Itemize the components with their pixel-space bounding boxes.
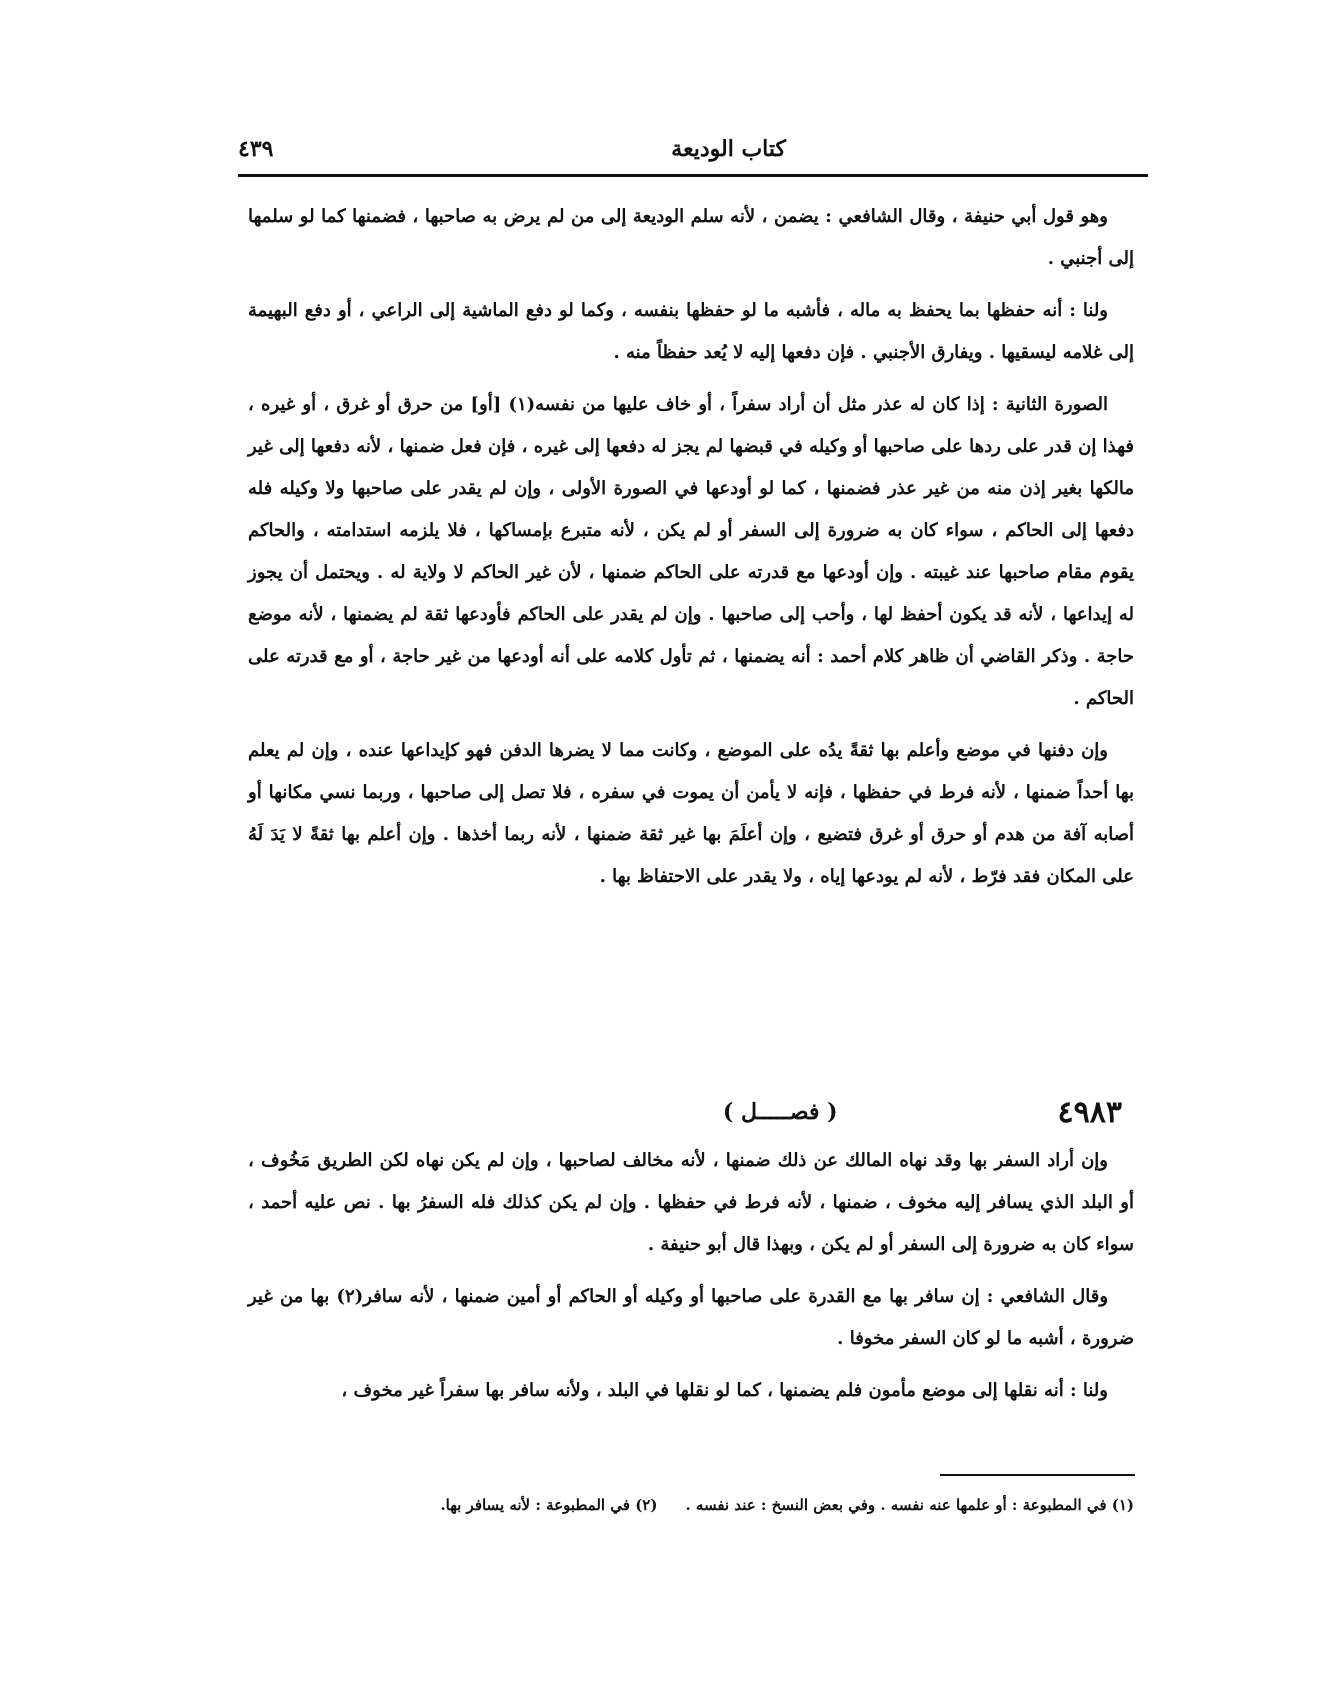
paragraph: الصورة الثانية : إذا كان له عذر مثل أن أراد سفراً ، أو خاف عليها من نفسه(١) [أو] من حرق أو غرق ، أو غيره ، فهذا إن قدر على ردها على صاحبها أو وكيله في قبضها لم يجز له دفعها إلى غيره ، فإن فعل ضمنها ، لأنه دفعها إلى غير مالكها بغير إذن منه من غير عذر فضمنها ، كما لو أودعها في الصورة الأولى ، وإن لم يقدر على صاحبها ولا وكيله فله دفعها إلى الحاكم ، سواء كان به ضرورة إلى السفر أو لم يكن ، لأنه متبرع بإمساكها ، فلا يلزمه استدامته ، والحاكم يقوم مقام صاحبها عند غيبته . وإن أودعها مع قدرته على الحاكم ضمنها ، لأن غير الحاكم لا ولاية له . ويحتمل أن يجوز له إيداعها ، لأنه قد يكون أحفظ لها ، وأحب إلى صاحبها . وإن لم يقدر على الحاكم فأودعها ثقة لم يضمنها ، لأنه موضع حاجة . وذكر القاضي أن ظاهر كلام أحمد : أنه يضمنها ، ثم تأول كلامه على أنه أودعها من غير حاجة ، أو مع قدرته على الحاكم . [248, 394, 1134, 709]
page-header [238, 128, 1146, 170]
paragraph: وقال الشافعي : إن سافر بها مع القدرة على صاحبها أو وكيله أو الحاكم أو أمين ضمنها ، لأنه سافر(٢) بها من غير ضرورة ، أشبه ما لو كان السفر مخوفا . [248, 1286, 1134, 1349]
footnote: (١) في المطبوعة : أو علمها عنه نفسه . وفي بعض النسخ : عند نفسه . [685, 1496, 1134, 1514]
section-number: ٤٩٨٣ [1057, 1094, 1122, 1130]
paragraph: ولنا : أنه نقلها إلى موضع مأمون فلم يضمنها ، كما لو نقلها في البلد ، ولأنه سافر بها سفراً غير مخوف ، [341, 1380, 1108, 1401]
section-title: ( فصـــــل ) [722, 1099, 838, 1125]
footnote: (٢) في المطبوعة : لأنه يسافر بها. [440, 1496, 658, 1514]
paragraph: وهو قول أبي حنيفة ، وقال الشافعي : يضمن ، لأنه سلم الوديعة إلى من لم يرض به صاحبها ، فضمنها كما لو سلمها إلى أجنبي . [248, 206, 1134, 269]
section-text [248, 1140, 1134, 1422]
paragraph: ولنا : أنه حفظها بما يحفظ به ماله ، فأشبه ما لو حفظها بنفسه ، وكما لو دفع الماشية إلى الراعي ، أو دفع البهيمة إلى غلامه ليسقيها . ويفارق الأجنبي . فإن دفعها إليه لا يُعد حفظاً منه . [248, 300, 1134, 363]
main-text [248, 196, 1134, 908]
running-title: كتاب الوديعة [671, 136, 786, 162]
footnote-rule [940, 1474, 1135, 1476]
footnotes [248, 1490, 1134, 1520]
paragraph: وإن دفنها في موضع وأعلم بها ثقةً يدُه على الموضع ، وكانت مما لا يضرها الدفن فهو كإيداعها عنده ، وإن لم يعلم بها أحداً ضمنها ، لأنه فرط في حفظها ، فإنه لا يأمن أن يموت في سفره ، فلا تصل إلى صاحبها ، وربما نسي مكانها أو أصابه آفة من هدم أو حرق أو غرق فتضيع ، وإن أعلَمَ بها غير ثقة ضمنها ، لأنه ربما أخذها . وإن أعلم بها ثقةً لا يَدَ لَهُ على المكان فقد فرّط ، لأنه لم يودعها إياه ، ولا يقدر على الاحتفاظ بها . [248, 740, 1134, 887]
section-heading [248, 1092, 1134, 1132]
page-number: ٤٣٩ [238, 136, 274, 162]
header-rule [238, 174, 1148, 177]
paragraph: وإن أراد السفر بها وقد نهاه المالك عن ذلك ضمنها ، لأنه مخالف لصاحبها ، وإن لم يكن نهاه لكن الطريق مَخُوف ، أو البلد الذي يسافر إليه مخوف ، ضمنها ، لأنه فرط في حفظها . وإن لم يكن كذلك فله السفرُ بها . نص عليه أحمد ، سواء كان به ضرورة إلى السفر أو لم يكن ، وبهذا قال أبو حنيفة . [248, 1150, 1134, 1255]
